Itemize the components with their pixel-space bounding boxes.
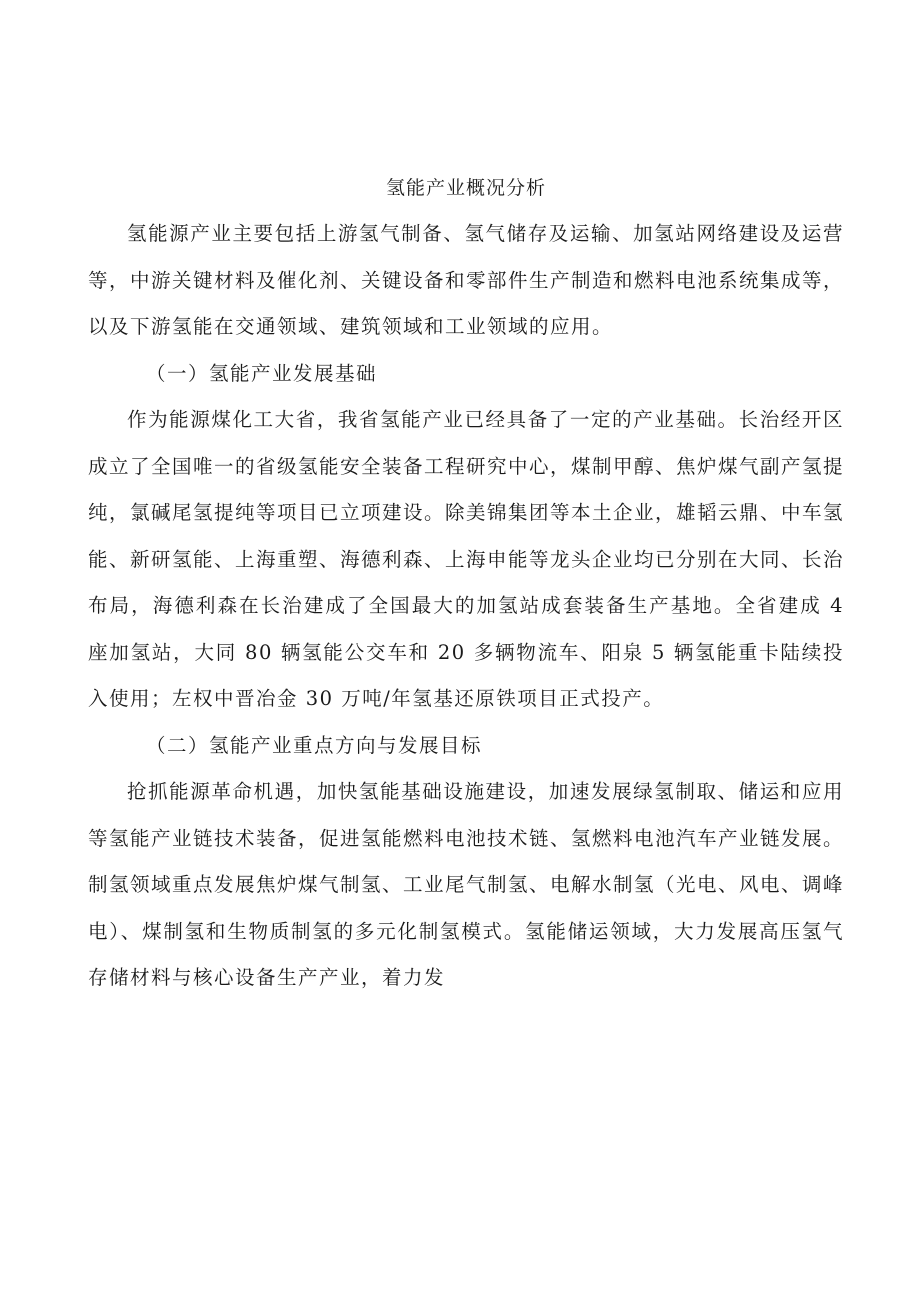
section-1-heading: （一）氢能产业发展基础 xyxy=(146,361,378,385)
section-2-heading: （二）氢能产业重点方向与发展目标 xyxy=(146,733,483,757)
document-title: 氢能产业概况分析 xyxy=(385,177,546,199)
section-2-paragraph: 抢抓能源革命机遇，加快氢能基础设施建设，加速发展绿氢制取、储运和应用等氢能产业链技术装备，促进氢能燃料电池技术链、氢燃料电池汽车产业链发展。制氢领域重点发展焦炉煤气制氢、工业尾气制氢、电解水制氢（光电、风电、调峰电）、煤制氢和生物质制氢的多元化制氢模式。氢能储运领域，大力发展高压氢气存储材料与核心设备生产产业，着力发 xyxy=(88,780,845,989)
section-1-paragraph: 作为能源煤化工大省，我省氢能产业已经具备了一定的产业基础。长治经开区成立了全国唯一的省级氢能安全装备工程研究中心，煤制甲醇、焦炉煤气副产氢提纯，氯碱尾氢提纯等项目已立项建设。除美锦集团等本土企业，雄韬云鼎、中车氢能、新研氢能、上海重塑、海德利森、上海申能等龙头企业均已分别在大同、长治布局，海德利森在长治建成了全国最大的加氢站成套装备生产基地。全省建成 4 座加氢站，大同 80 辆氢能公交车和 20 多辆物流车、阳泉 5 辆氢能重卡陆续投入使用；左权中晋冶金 30 万吨/年氢基还原铁项目正式投产。 xyxy=(88,408,845,710)
intro-paragraph: 氢能源产业主要包括上游氢气制备、氢气储存及运输、加氢站网络建设及运营等，中游关键材料及催化剂、关键设备和零部件生产制造和燃料电池系统集成等，以及下游氢能在交通领域、建筑领域和工业领域的应用。 xyxy=(88,222,845,338)
document-body xyxy=(88,165,844,1002)
